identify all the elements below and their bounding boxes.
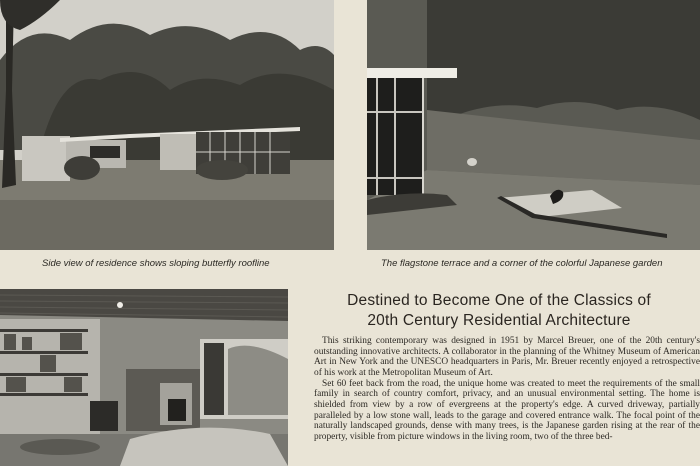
caption-residence-side-view: Side view of residence shows sloping butterfly roofline xyxy=(42,258,270,269)
photo-living-room-interior xyxy=(0,289,288,466)
photo-japanese-garden-terrace xyxy=(367,0,700,250)
article-headline xyxy=(300,291,698,331)
article-paragraph-1: This striking contemporary was designed in 1951 by Marcel Breuer, one of the 20th century's outstanding innovative architects. A collaborator in the planning of the Whitney Museum of American Art in New York and the UNESCO headquarters in Paris, Mr. Breuer recently enjoyed a retrospective of his work at the Metropolitan Museum of Art. xyxy=(314,336,700,378)
photo-residence-side-view xyxy=(0,0,334,250)
article-body xyxy=(314,336,700,442)
headline-line-2: 20th Century Residential Architecture xyxy=(367,312,631,329)
article-paragraph-2: Set 60 feet back from the road, the unique home was created to meet the requirements of the small family in search of country comfort, privacy, and an unusual environmental setting. The home is shielded from view by a row of evergreens at the property's edge. A curved driveway, partially paralleled by a low stone wall, leads to the garage and covered entrance walk. The focal point of the naturally landscaped grounds, dense with many trees, is the Japanese garden rising at the rear of the property, visible from picture windows in the living room, two of the three bed- xyxy=(314,378,700,442)
caption-japanese-garden: The flagstone terrace and a corner of the colorful Japanese garden xyxy=(381,258,663,269)
headline-line-1: Destined to Become One of the Classics of xyxy=(347,292,651,309)
